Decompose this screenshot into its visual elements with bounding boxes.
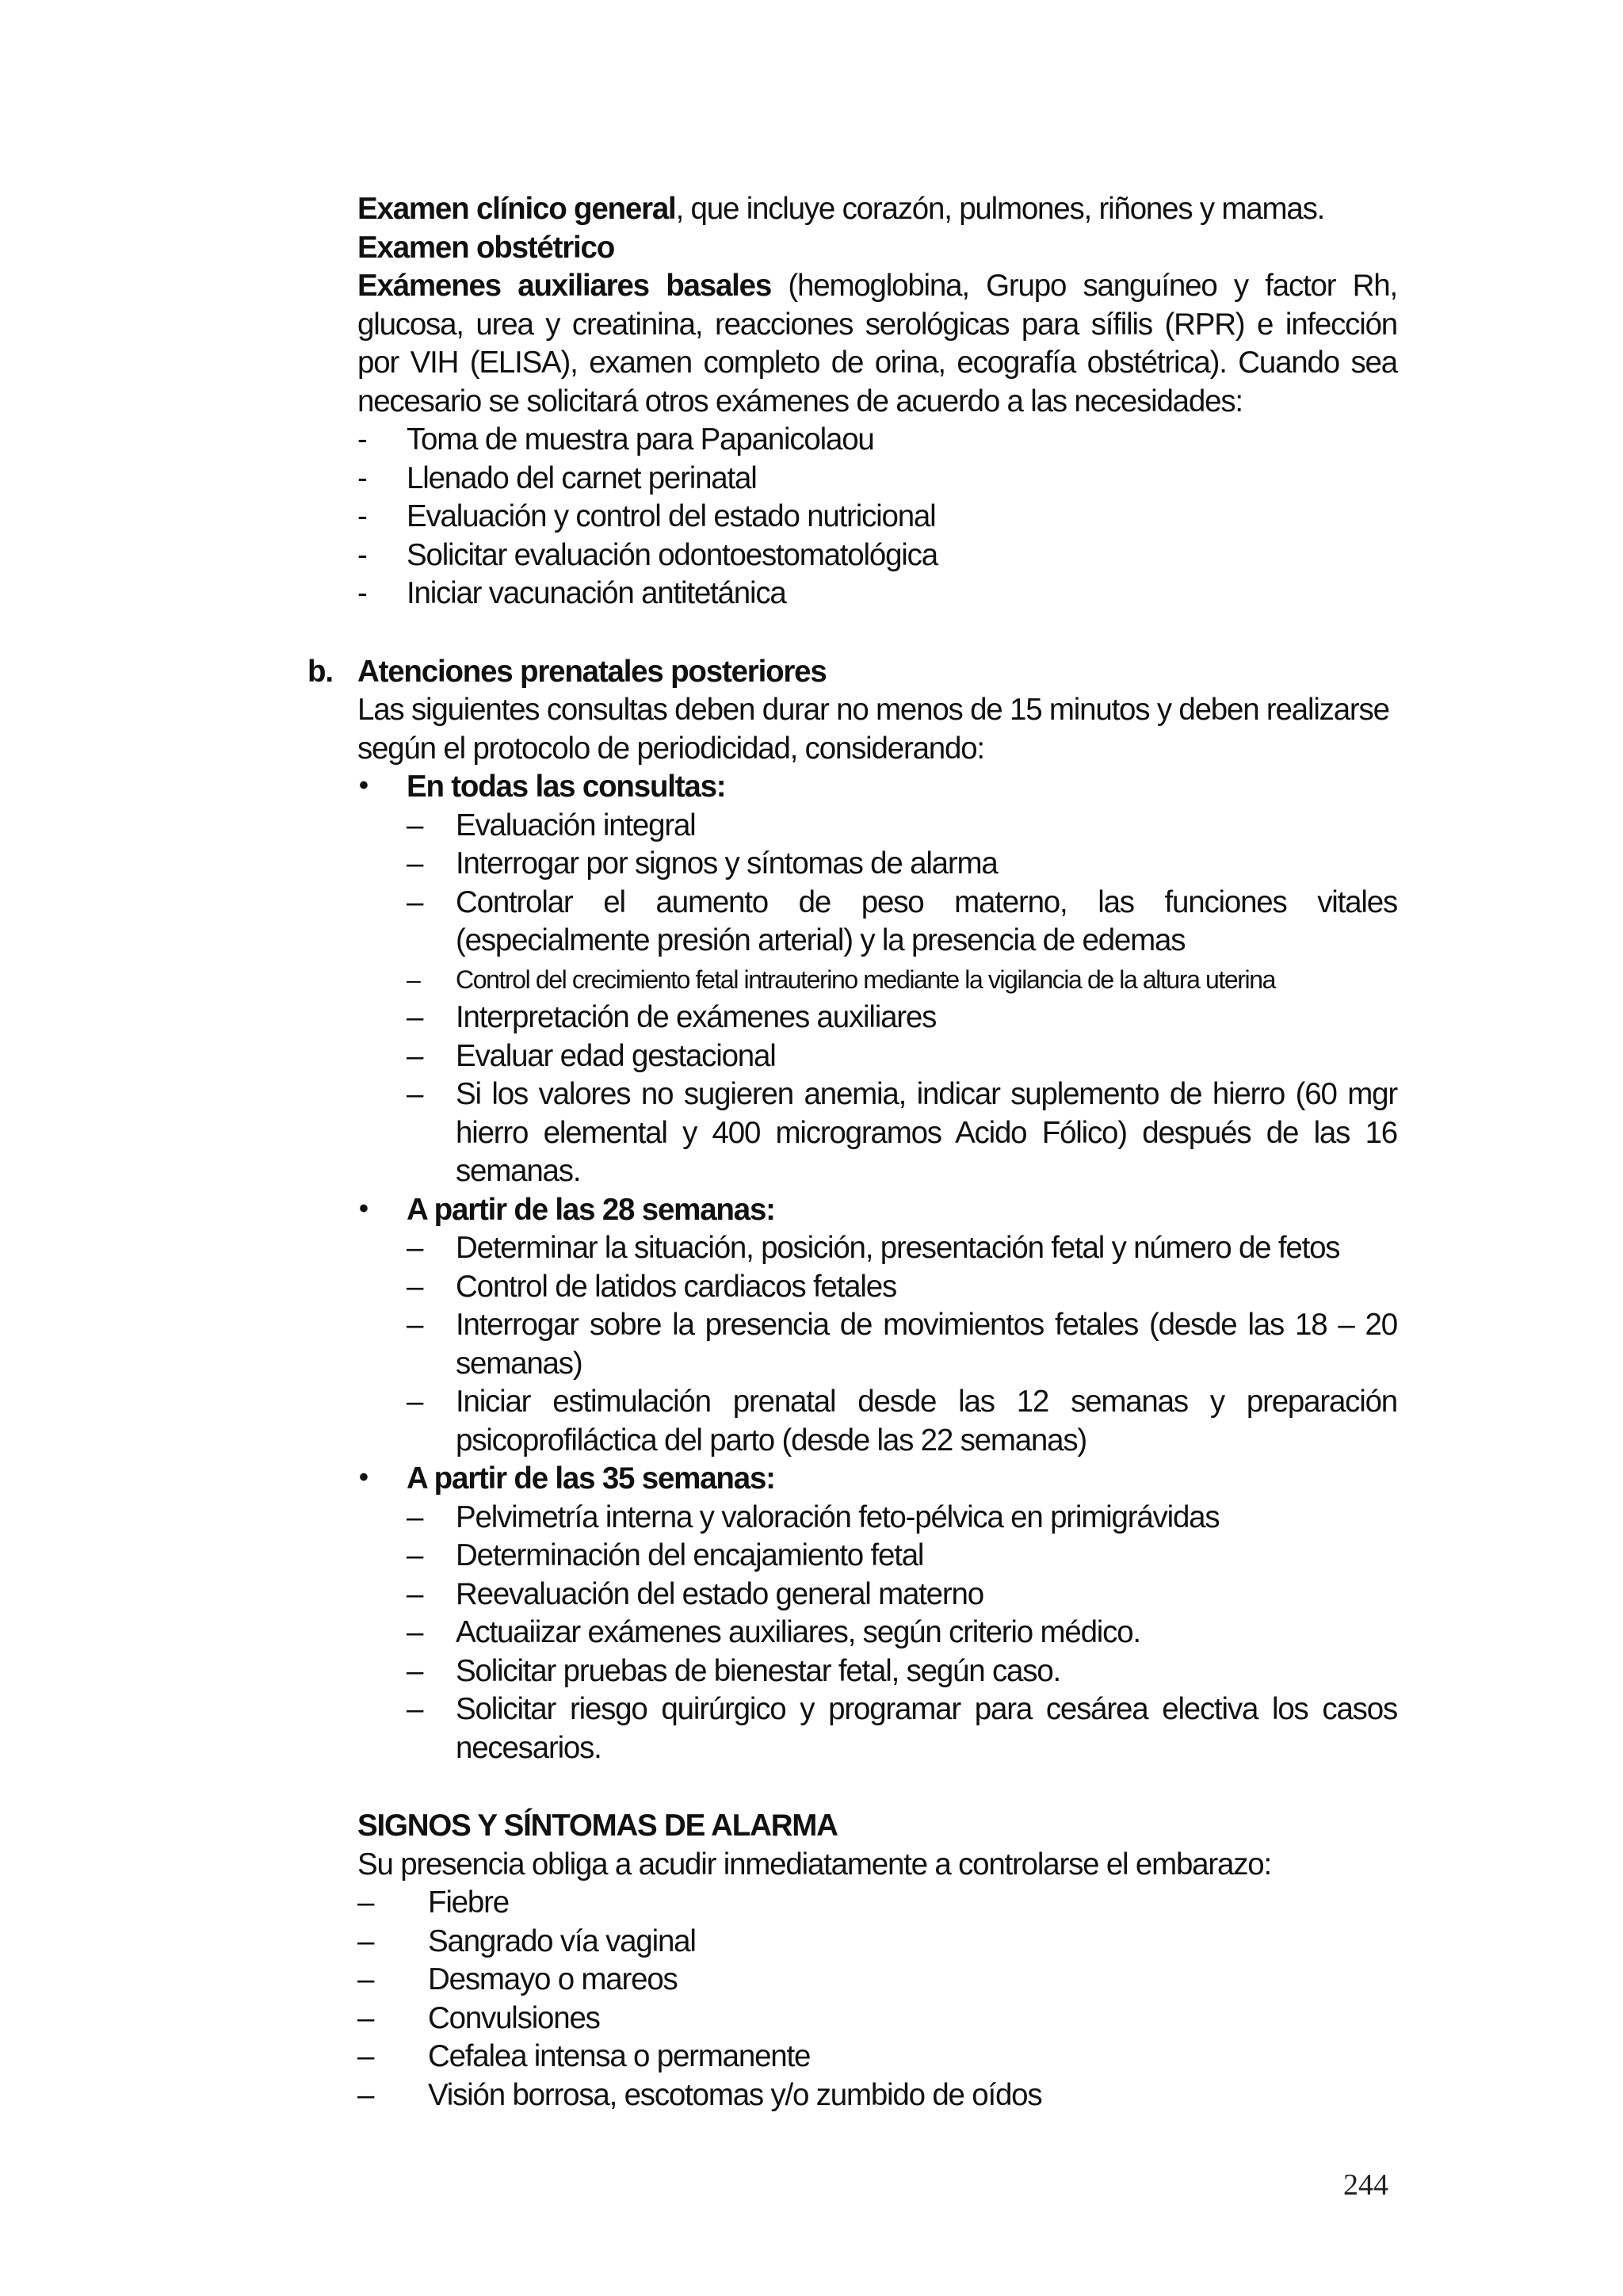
dash-marker: – [357, 1962, 374, 1996]
dash-marker: – [407, 884, 423, 919]
list-item-text: Solicitar evaluación odontoestomatológica [407, 537, 938, 572]
list-item [357, 575, 1397, 613]
dash-marker: – [357, 1924, 374, 1958]
intro-line-1 [357, 190, 1397, 229]
list-item-text: Solicitar pruebas de bienestar fetal, según caso. [456, 1653, 1061, 1688]
dash-marker: – [407, 1576, 423, 1611]
list-item [407, 999, 1397, 1037]
intro-line-2: Examen obstétrico [357, 230, 615, 265]
section-b [307, 653, 1397, 1768]
dash-marker: – [407, 846, 423, 881]
intro-paragraph [357, 267, 1397, 421]
dash-marker: – [407, 965, 420, 994]
list-marker: - [357, 460, 367, 495]
list-item-text: Llenado del carnet perinatal [407, 460, 757, 495]
bullet-marker: • [359, 1462, 368, 1492]
list-item [357, 1884, 1397, 1923]
dash-marker: – [357, 2077, 374, 2112]
list-item [407, 1537, 1397, 1576]
dash-marker: – [407, 1653, 423, 1688]
list-item [407, 961, 1397, 999]
list-item-text: Determinar la situación, posición, presentación fetal y número de fetos [456, 1231, 1340, 1265]
alarm-title: SIGNOS Y SÍNTOMAS DE ALARMA [357, 1809, 838, 1843]
group-title-all-consultations [357, 768, 1397, 807]
list-item-text: Interpretación de exámenes auxiliares [456, 1000, 937, 1034]
section-b-marker: b. [307, 654, 333, 689]
group-title-text: En todas las consultas: [407, 770, 726, 804]
list-item [407, 1037, 1397, 1076]
list-marker: - [357, 499, 367, 533]
group-title-28-weeks [357, 1191, 1397, 1230]
list-item [357, 537, 1397, 575]
list-item-text: Evaluar edad gestacional [456, 1038, 776, 1073]
list-marker: - [357, 537, 367, 572]
dash-marker: – [407, 1308, 423, 1342]
list-item-text: Cefalea intensa o permanente [428, 2039, 811, 2073]
dash-marker: – [407, 808, 423, 842]
list-item-text: Solicitar riesgo quirúrgico y programar para cesárea electiva los casos necesarios. [456, 1692, 1397, 1765]
list-item-text: Iniciar estimulación prenatal desde las 12 semanas y preparación psicoprofiláctica del parto (desde las 22 semanas) [456, 1385, 1397, 1457]
list-item [357, 2000, 1397, 2038]
list-item [357, 1923, 1397, 1962]
group-list-35-weeks [407, 1499, 1397, 1768]
dash-marker: – [407, 1269, 423, 1304]
list-item [407, 1306, 1397, 1383]
list-item-text: Fiebre [428, 1885, 509, 1920]
group-title-text: A partir de las 28 semanas: [407, 1192, 775, 1227]
group-title-text: A partir de las 35 semanas: [407, 1461, 775, 1496]
list-item [357, 460, 1397, 499]
bullet-marker: • [359, 770, 368, 800]
list-item [407, 1576, 1397, 1614]
list-item-text: Evaluación y control del estado nutricional [407, 499, 936, 533]
list-item-text: Control de latidos cardiacos fetales [456, 1269, 897, 1304]
list-item-text: Reevaluación del estado general materno [456, 1576, 983, 1611]
intro-paragraph-rest: (hemoglobina, Grupo sanguíneo y factor Rh, glucosa, urea y creatinina, reacciones serológicas para sífilis (RPR) e infección por VIH (ELISA), examen completo de orina, ecografía obstétrica). Cuando sea necesario se solicitará otros exámenes de acuerdo a las necesidades: [357, 269, 1397, 418]
list-item [407, 1614, 1397, 1652]
dash-marker: – [407, 1499, 423, 1534]
spacer [357, 1767, 1397, 1807]
list-item-text: Evaluación integral [456, 808, 696, 842]
list-marker: - [357, 576, 367, 610]
list-item-text: Visión borrosa, escotomas y/o zumbido de oídos [428, 2077, 1042, 2112]
list-item-text: Si los valores no sugieren anemia, indicar suplemento de hierro (60 mgr hierro elemental y 400 microgramos Acido Fólico) después de las 16 semanas. [456, 1077, 1397, 1188]
dash-marker: – [407, 1615, 423, 1649]
list-item-text: Determinación del encajamiento fetal [456, 1538, 924, 1572]
intro-paragraph-bold: Exámenes auxiliares basales [357, 269, 772, 303]
dash-marker: – [357, 2000, 374, 2035]
bullet-marker: • [359, 1193, 368, 1224]
dash-marker: – [357, 1885, 374, 1920]
intro-line-1-bold: Examen clínico general [357, 192, 676, 226]
list-item [407, 1690, 1397, 1767]
list-item [407, 1268, 1397, 1307]
list-marker: - [357, 422, 367, 457]
section-b-title: Atenciones prenatales posteriores [357, 654, 827, 689]
list-item-text: Controlar el aumento de peso materno, las funciones vitales (especialmente presión arterial) y la presencia de edemas [456, 884, 1397, 957]
list-item [357, 1961, 1397, 2000]
dash-marker: – [407, 1000, 423, 1034]
alarm-description: Su presencia obliga a acudir inmediatamente a controlarse el embarazo: [357, 1847, 1271, 1881]
group-list-all-consultations [407, 807, 1397, 1191]
list-item-text: Actuaiizar exámenes auxiliares, según criterio médico. [456, 1615, 1140, 1649]
list-item [357, 2076, 1397, 2115]
page-number: 244 [1343, 2168, 1388, 2202]
dash-marker: – [407, 1692, 423, 1726]
dash-marker: – [407, 1538, 423, 1572]
section-b-description: Las siguientes consultas deben durar no menos de 15 minutos y deben realizarse según el protocolo de periodicidad, considerando: [357, 693, 1389, 766]
group-title-35-weeks [357, 1460, 1397, 1499]
list-item-text: Toma de muestra para Papanicolaou [407, 422, 874, 457]
list-item-text: Pelvimetría interna y valoración feto-pélvica en primigrávidas [456, 1499, 1220, 1534]
list-item-text: Convulsiones [428, 2000, 600, 2035]
dash-marker: – [407, 1385, 423, 1419]
list-item [407, 1499, 1397, 1538]
list-item-text: Interrogar por signos y síntomas de alarma [456, 846, 998, 881]
list-item [407, 807, 1397, 846]
intro-list [357, 421, 1397, 613]
group-list-28-weeks [407, 1229, 1397, 1460]
list-item [357, 421, 1397, 460]
list-item-text: Interrogar sobre la presencia de movimientos fetales (desde las 18 – 20 semanas) [456, 1308, 1397, 1381]
list-item [407, 1229, 1397, 1268]
list-item [407, 1383, 1397, 1460]
list-item [357, 2038, 1397, 2076]
list-item-text: Sangrado vía vaginal [428, 1924, 696, 1958]
alarm-list [357, 1884, 1397, 2115]
list-item-text: Control del crecimiento fetal intrauterino mediante la vigilancia de la altura uterina [456, 965, 1276, 994]
list-item [407, 1652, 1397, 1691]
list-item [407, 884, 1397, 961]
dash-marker: – [407, 1077, 423, 1111]
dash-marker: – [357, 2039, 374, 2073]
list-item-text: Iniciar vacunación antitetánica [407, 576, 786, 610]
dash-marker: – [407, 1038, 423, 1073]
list-item [357, 498, 1397, 537]
intro-line-1-rest: , que incluye corazón, pulmones, riñones y mamas. [675, 192, 1325, 226]
spacer [357, 613, 1397, 653]
list-item-text: Desmayo o mareos [428, 1962, 678, 1996]
page-content [307, 190, 1397, 2115]
dash-marker: – [407, 1231, 423, 1265]
list-item [407, 845, 1397, 884]
list-item [407, 1075, 1397, 1191]
